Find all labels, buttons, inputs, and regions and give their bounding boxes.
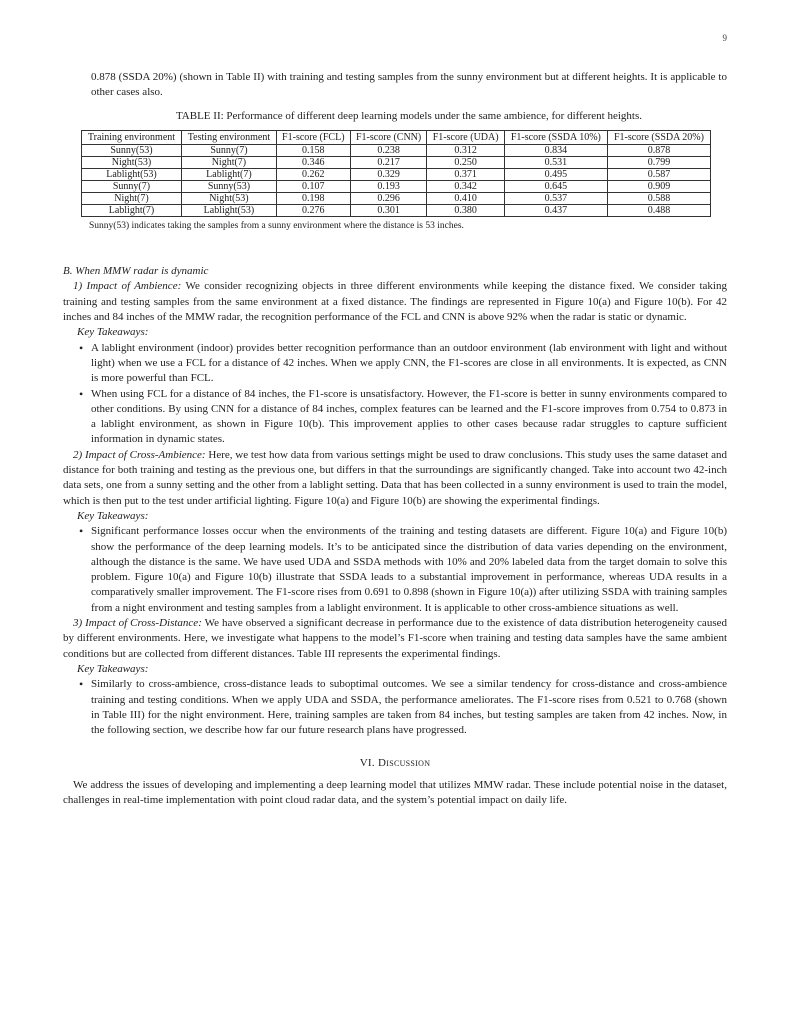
table-cell: 0.537	[504, 192, 607, 204]
table-cell: Sunny(7)	[181, 144, 276, 156]
kt1-label: Key Takeaways:	[77, 326, 149, 339]
table-cell: 0.329	[350, 168, 427, 180]
kt3-label: Key Takeaways:	[77, 662, 149, 675]
table-note: Sunny(53) indicates taking the samples from a sunny environment where the distance is 53 inches.	[89, 220, 464, 231]
table-row	[82, 156, 711, 168]
table-cell: 0.158	[276, 144, 350, 156]
table-cell: 0.488	[607, 204, 710, 216]
section-b	[63, 264, 727, 808]
table-header-cell: F1-score (CNN)	[350, 130, 427, 144]
table-header-cell: Training environment	[82, 130, 182, 144]
sub2-paragraph	[63, 448, 727, 509]
table-cell: 0.531	[504, 156, 607, 168]
table-cell: Night(53)	[82, 156, 182, 168]
table-cell: 0.495	[504, 168, 607, 180]
table-cell: Sunny(53)	[82, 144, 182, 156]
table-cell: Lablight(53)	[181, 204, 276, 216]
table-cell: 0.834	[504, 144, 607, 156]
table-cell: Lablight(53)	[82, 168, 182, 180]
sub1-heading: 1) Impact of Ambience:	[73, 280, 182, 293]
list-item: • When using FCL for a distance of 84 inches, the F1-score is unsatisfactory. However, the F1-score is better in sunny environments compared to other conditions. By using CNN for a distance of 84 inches, complex features can be learned and the F1-score improves from 0.754 to 0.873 in a lablight environment, as shown in Figure 10(b). This improvement applies to other cases because radar struggles to capture sufficient information in dynamic states.	[91, 387, 727, 448]
table-cell: Sunny(7)	[82, 180, 182, 192]
sub1-text: We consider recognizing objects in three different environments while keeping the distance fixed. We consider taking training and testing samples from the same environment at a fixed distance. The findings are represented in Figure 10(a) and Figure 10(b). For 42 inches and 84 inches of the MMW radar, the recognition performance of the FCL and CNN is above 92% when the radar is static or dynamic.	[63, 280, 727, 324]
table-cell: Night(7)	[181, 156, 276, 168]
table-cell: 0.799	[607, 156, 710, 168]
table-cell: 0.262	[276, 168, 350, 180]
table-cell: 0.342	[427, 180, 504, 192]
table-cell: 0.238	[350, 144, 427, 156]
table-cell: Lablight(7)	[181, 168, 276, 180]
table-cell: 0.346	[276, 156, 350, 168]
table-header-cell: F1-score (FCL)	[276, 130, 350, 144]
table-cell: 0.437	[504, 204, 607, 216]
kt2-label: Key Takeaways:	[77, 509, 149, 522]
table-header-cell: F1-score (SSDA 10%)	[504, 130, 607, 144]
table-body	[82, 144, 711, 216]
table-row	[82, 192, 711, 204]
table-caption: TABLE II: Performance of different deep learning models under the same ambience, for different heights.	[175, 109, 643, 122]
table-cell: 0.878	[607, 144, 710, 156]
sub1-paragraph	[63, 279, 727, 325]
table-cell: 0.193	[350, 180, 427, 192]
sub2-text: Here, we test how data from various settings might be used to draw conclusions. This study uses the same dataset and distance for both training and testing as the previous one, but differs in that the surroundings are significantly changed. Take into account two 42-inch data sets, one from a sunny setting and the other from a lablight setting. Data that has been collected in a sunny environment is used to train the model, which is then put to the test under artificial lighting. Figure 10(a) and Figure 10(b) are showing the experimental findings.	[63, 448, 728, 507]
table-cell: Night(7)	[82, 192, 182, 204]
sub2-heading: 2) Impact of Cross-Ambience:	[73, 448, 206, 461]
table-header-row	[82, 130, 711, 144]
table-cell: 0.587	[607, 168, 710, 180]
kt1-list	[91, 341, 727, 448]
table-cell: 0.276	[276, 204, 350, 216]
table-row	[82, 144, 711, 156]
table-header-cell: F1-score (UDA)	[427, 130, 504, 144]
table-row	[82, 168, 711, 180]
table-cell: 0.909	[607, 180, 710, 192]
sub3-heading: 3) Impact of Cross-Distance:	[73, 617, 202, 630]
table-header-cell: Testing environment	[181, 130, 276, 144]
table-cell: 0.645	[504, 180, 607, 192]
page-content	[63, 70, 728, 808]
table-row	[82, 180, 711, 192]
table-cell: 0.588	[607, 192, 710, 204]
table-row	[82, 204, 711, 216]
section-vi-heading: VI. Discussion	[359, 757, 431, 770]
kt2-list	[91, 524, 727, 616]
table-cell: 0.312	[427, 144, 504, 156]
table-cell: 0.380	[427, 204, 504, 216]
table-cell: 0.107	[276, 180, 350, 192]
table-cell: Night(53)	[181, 192, 276, 204]
section-b-heading: B. When MMW radar is dynamic	[63, 265, 209, 278]
table-cell: 0.217	[350, 156, 427, 168]
list-item: • Similarly to cross-ambience, cross-distance leads to suboptimal outcomes. We see a similar tendency for cross-distance and cross-ambience training and testing conditions. When we apply UDA and SSDA, the performance ameliorates. The F1-score rises from 0.521 to 0.768 (shown in Table III) for the night environment. Here, training samples are taken from 84 inches, but testing samples are taken from 42 inches. Now, in the following section, we describe how far our future research plans have progressed.	[91, 677, 727, 738]
table-cell: 0.296	[350, 192, 427, 204]
table-cell: 0.301	[350, 204, 427, 216]
table-cell: Sunny(53)	[181, 180, 276, 192]
table-cell: Lablight(7)	[82, 204, 182, 216]
list-item: • A lablight environment (indoor) provides better recognition performance than an outdoor environment (lab environment with light and without light) when we use a FCL for a distance of 42 inches. When we apply CNN, the F1-scores are close in all environments. It is expected, as CNN is more powerful than FCL.	[91, 341, 727, 387]
table-cell: 0.198	[276, 192, 350, 204]
table-cell: 0.371	[427, 168, 504, 180]
table-cell: 0.410	[427, 192, 504, 204]
list-item: • Significant performance losses occur when the environments of the training and testing datasets are different. Figure 10(a) and Figure 10(b) show the performance of the deep learning models. It’s to be anticipated since the distribution of data varies depending on the environment, although the distance is the same. We have used UDA and SSDA methods with 10% and 20% labeled data from the target domain to solve this problem. Figure 10(a) and Figure 10(b) illustrate that SSDA leads to a substantial improvement in performance, whereas UDA results in a comparatively smaller improvement. The F1-score rises from 0.691 to 0.898 (shown in Figure 10(a)) after utilizing SSDA with training samples from a night environment and testing samples from a lablight environment. It is applicable to other cross-ambience situations as well.	[91, 524, 727, 616]
intro-paragraph: 0.878 (SSDA 20%) (shown in Table II) with training and testing samples from the sunny environment but at different heights. It is applicable to other cases also.	[91, 71, 727, 99]
performance-table	[81, 130, 711, 217]
page-number: 9	[722, 33, 727, 43]
sub3-paragraph	[63, 616, 727, 662]
table-header-cell: F1-score (SSDA 20%)	[607, 130, 710, 144]
table-cell: 0.250	[427, 156, 504, 168]
section-vi-paragraph: We address the issues of developing and implementing a deep learning model that utilizes MMW radar. These include potential noise in the dataset, challenges in real-time implementation with point cloud radar data, and the system’s potential impact on daily life.	[63, 778, 727, 806]
kt3-list	[91, 677, 727, 738]
sub3-text: We have observed a significant decrease in performance due to the existence of data distribution heterogeneity caused by different environments. Here, we investigate what happens to the model’s F1-score when training and testing data samples have the same ambient conditions but are collected from different distances. Table III represents the experimental findings.	[63, 617, 727, 660]
